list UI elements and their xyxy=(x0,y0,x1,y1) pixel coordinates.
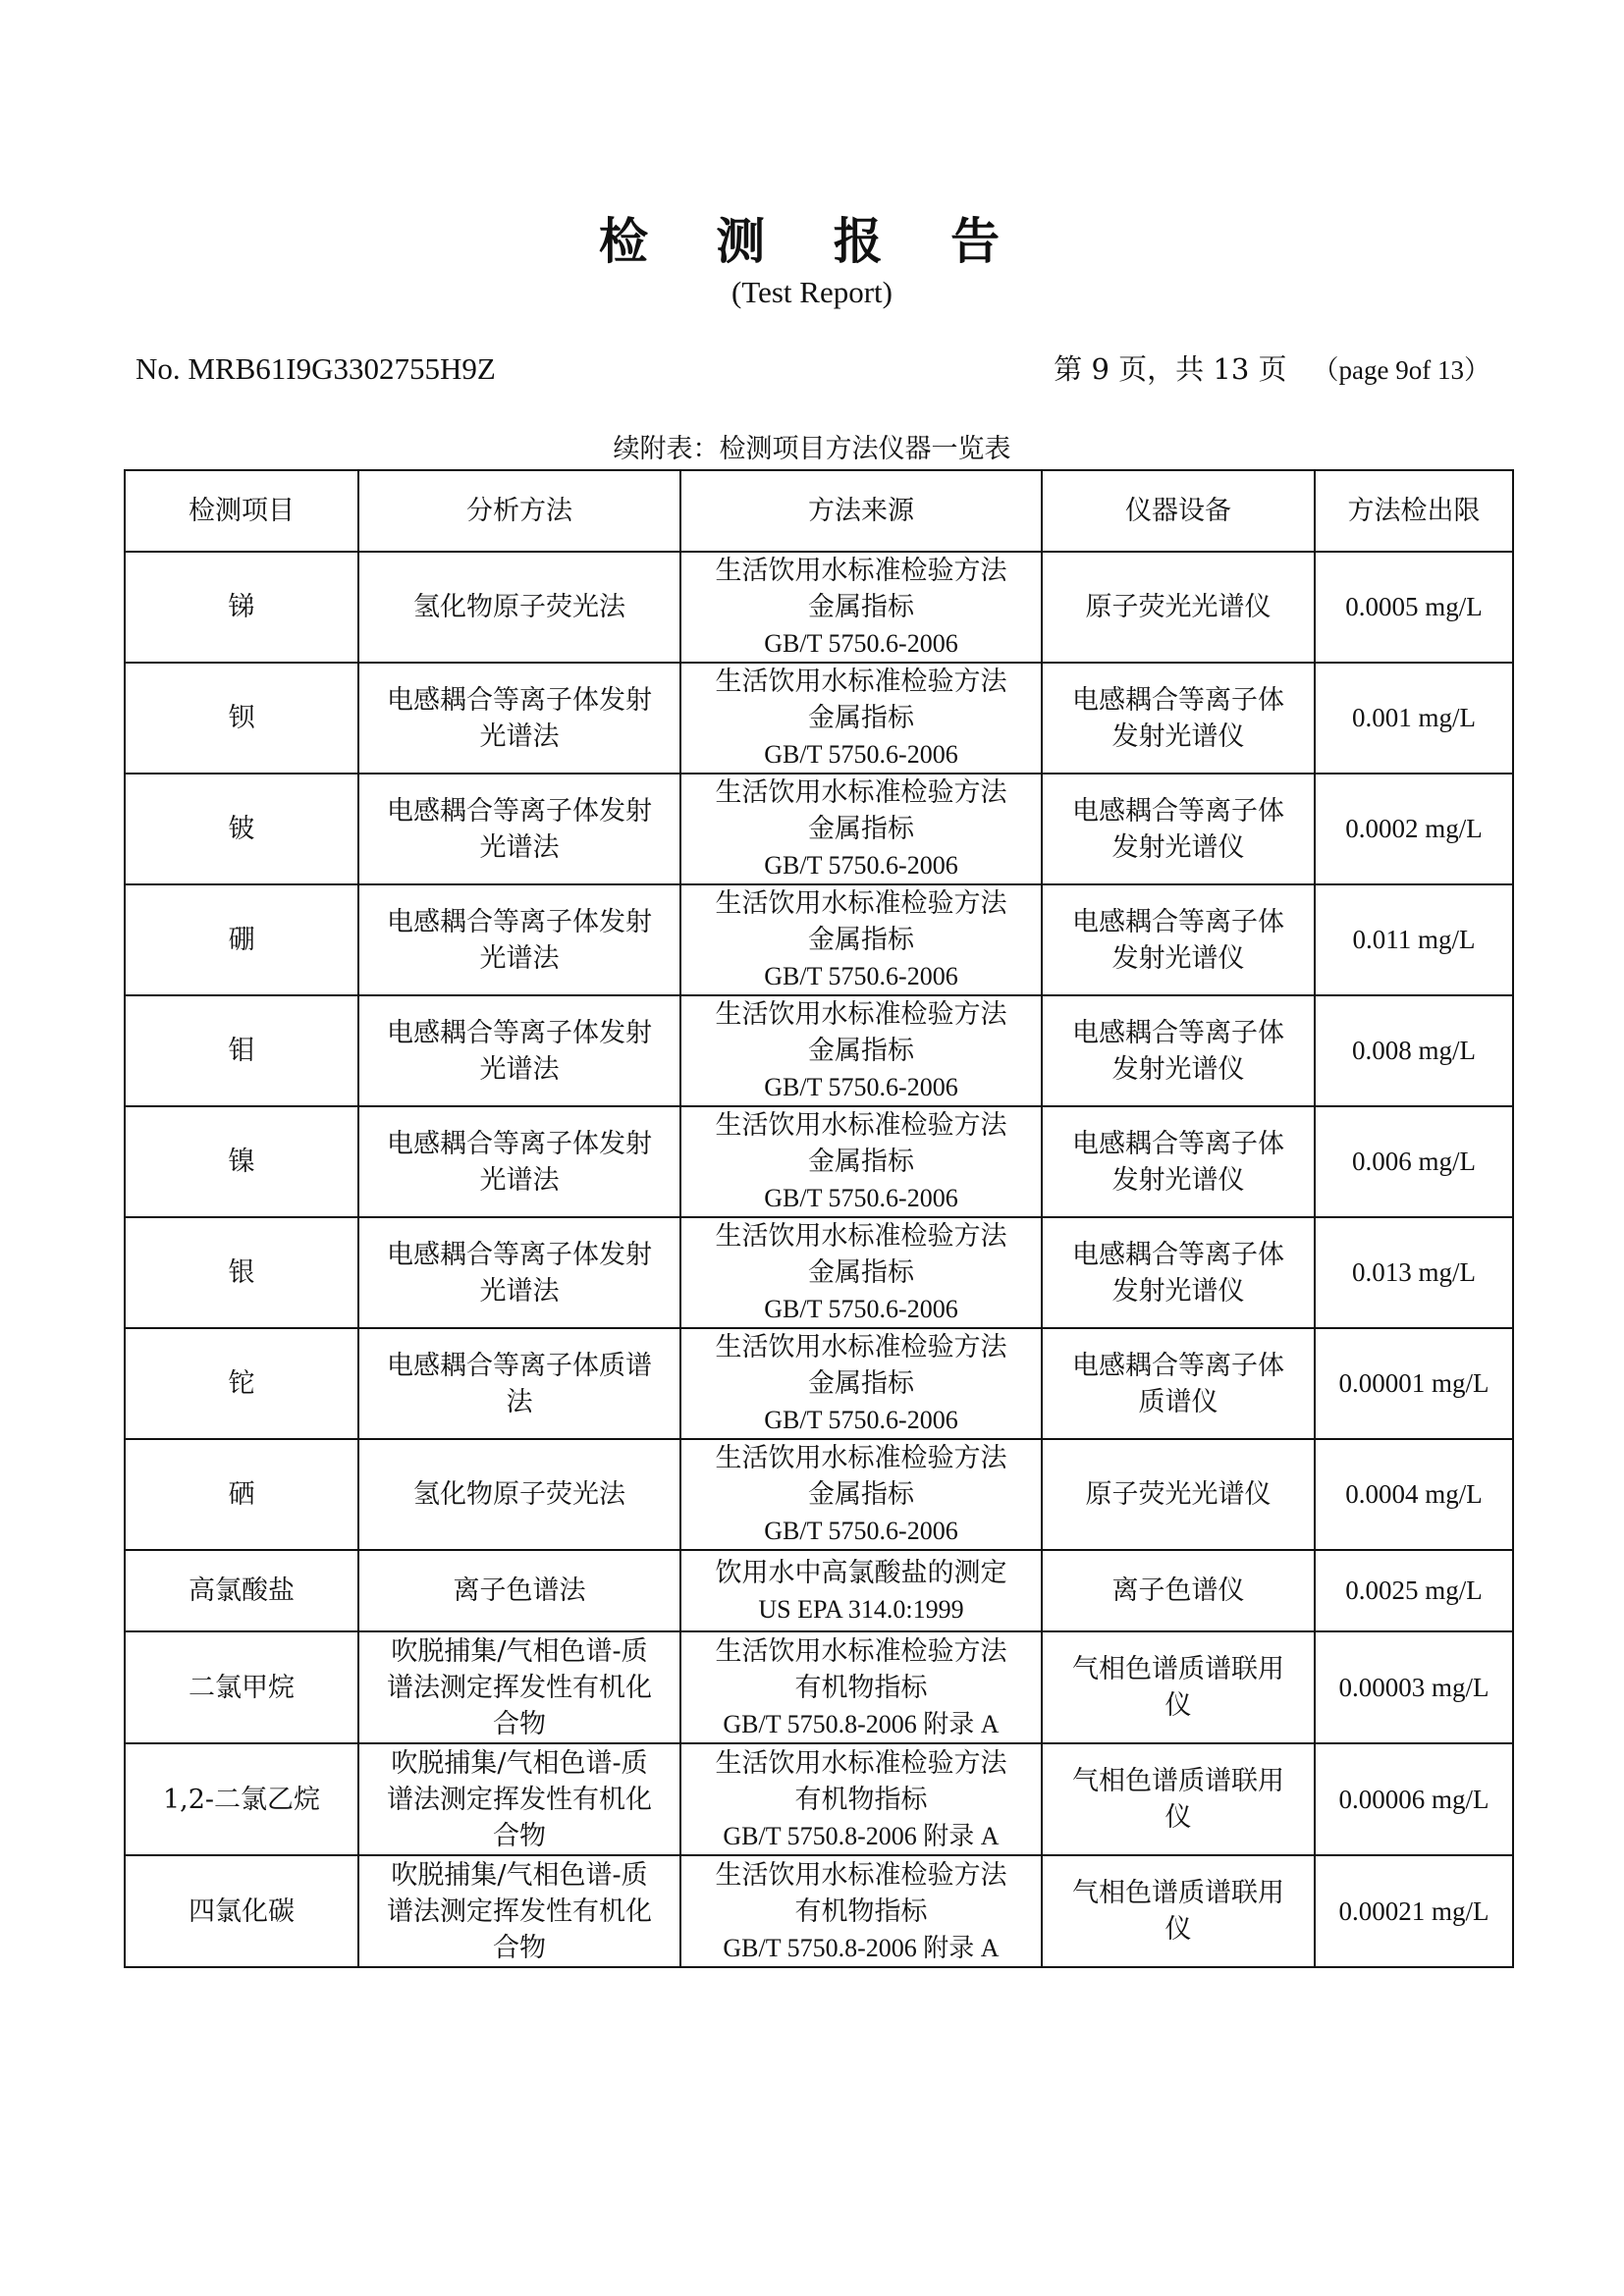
source-cell xyxy=(680,1217,1042,1328)
source-line: GB/T 5750.6-2006 xyxy=(764,1295,958,1323)
source-line: 生活饮用水标准检验方法 xyxy=(715,1221,1007,1252)
instrument-cell xyxy=(1042,663,1315,774)
table-row xyxy=(125,1855,1513,1967)
item-cell: 钡 xyxy=(125,663,358,774)
instrument-line: 发射光谱仪 xyxy=(1111,1164,1245,1196)
methods-table xyxy=(124,469,1514,1968)
method-line: 光谱法 xyxy=(479,1053,560,1085)
source-line: GB/T 5750.6-2006 xyxy=(764,740,958,769)
source-line: GB/T 5750.8-2006 附录 A xyxy=(723,1933,1000,1962)
detection-limit-cell: 0.006 mg/L xyxy=(1315,1106,1513,1217)
table-row xyxy=(125,552,1513,663)
source-line: 金属指标 xyxy=(808,1147,914,1177)
item-cell: 镍 xyxy=(125,1106,358,1217)
table-row xyxy=(125,1217,1513,1328)
source-line: GB/T 5750.6-2006 xyxy=(764,1184,958,1212)
source-line: GB/T 5750.6-2006 xyxy=(764,1517,958,1545)
method-line: 吹脱捕集/气相色谱-质 xyxy=(391,1747,648,1779)
instrument-cell xyxy=(1042,1855,1315,1967)
method-line: 谱法测定挥发性有机化 xyxy=(387,1672,652,1703)
detection-limit-cell: 0.0005 mg/L xyxy=(1315,552,1513,663)
source-line: 饮用水中高氯酸盐的测定 xyxy=(715,1557,1007,1588)
source-line: 生活饮用水标准检验方法 xyxy=(715,1443,1007,1473)
source-line: 生活饮用水标准检验方法 xyxy=(715,1859,1007,1891)
table-row xyxy=(125,1106,1513,1217)
table-row xyxy=(125,1631,1513,1743)
detection-limit-cell: 0.001 mg/L xyxy=(1315,663,1513,774)
source-cell xyxy=(680,1328,1042,1439)
item-cell: 四氯化碳 xyxy=(125,1855,358,1967)
item-cell: 硼 xyxy=(125,884,358,995)
source-line: GB/T 5750.8-2006 附录 A xyxy=(723,1821,1000,1850)
source-cell xyxy=(680,774,1042,884)
source-line: 金属指标 xyxy=(808,1479,914,1510)
method-line: 谱法测定挥发性有机化 xyxy=(387,1784,652,1815)
source-cell xyxy=(680,1855,1042,1967)
method-line: 电感耦合等离子体发射 xyxy=(387,1128,652,1159)
method-line: 法 xyxy=(506,1386,533,1417)
instrument-cell xyxy=(1042,1743,1315,1855)
table-row xyxy=(125,995,1513,1106)
instrument-line: 原子荧光光谱仪 xyxy=(1085,1479,1272,1510)
method-cell xyxy=(358,995,680,1106)
detection-limit-cell: 0.008 mg/L xyxy=(1315,995,1513,1106)
source-line: 生活饮用水标准检验方法 xyxy=(715,1747,1007,1779)
method-cell xyxy=(358,1217,680,1328)
method-cell xyxy=(358,552,680,663)
item-cell: 硒 xyxy=(125,1439,358,1550)
source-line: 金属指标 xyxy=(808,814,914,844)
source-cell xyxy=(680,1106,1042,1217)
detection-limit-cell: 0.00006 mg/L xyxy=(1315,1743,1513,1855)
table-row xyxy=(125,1550,1513,1631)
source-line: 生活饮用水标准检验方法 xyxy=(715,556,1007,586)
table-row xyxy=(125,1439,1513,1550)
method-cell xyxy=(358,1439,680,1550)
item-cell: 锑 xyxy=(125,552,358,663)
method-line: 光谱法 xyxy=(479,831,560,863)
item-cell: 钼 xyxy=(125,995,358,1106)
instrument-line: 电感耦合等离子体 xyxy=(1072,795,1284,827)
method-cell xyxy=(358,1855,680,1967)
source-cell xyxy=(680,663,1042,774)
table-caption: 续附表：检测项目方法仪器一览表 xyxy=(613,434,1011,464)
method-cell xyxy=(358,884,680,995)
method-cell xyxy=(358,1106,680,1217)
method-line: 光谱法 xyxy=(479,942,560,974)
column-header: 仪器设备 xyxy=(1042,470,1315,552)
instrument-cell xyxy=(1042,552,1315,663)
instrument-line: 电感耦合等离子体 xyxy=(1072,1239,1284,1270)
method-cell xyxy=(358,663,680,774)
method-line: 电感耦合等离子体发射 xyxy=(387,795,652,827)
instrument-line: 发射光谱仪 xyxy=(1111,1275,1245,1307)
page-indicator-cn: 第 9 页，共 13 页 xyxy=(1054,352,1287,386)
source-cell xyxy=(680,1550,1042,1631)
method-line: 电感耦合等离子体发射 xyxy=(387,1017,652,1048)
source-line: 生活饮用水标准检验方法 xyxy=(715,888,1007,919)
item-cell: 铍 xyxy=(125,774,358,884)
method-line: 电感耦合等离子体发射 xyxy=(387,684,652,716)
item-cell: 高氯酸盐 xyxy=(125,1550,358,1631)
instrument-cell xyxy=(1042,1550,1315,1631)
instrument-line: 发射光谱仪 xyxy=(1111,831,1245,863)
method-line: 吹脱捕集/气相色谱-质 xyxy=(391,1635,648,1667)
table-row xyxy=(125,663,1513,774)
source-line: 生活饮用水标准检验方法 xyxy=(715,1635,1007,1667)
method-cell xyxy=(358,1743,680,1855)
source-line: GB/T 5750.6-2006 xyxy=(764,851,958,880)
column-header: 方法来源 xyxy=(680,470,1042,552)
instrument-line: 电感耦合等离子体 xyxy=(1072,1017,1284,1048)
source-line: US EPA 314.0:1999 xyxy=(758,1594,964,1624)
instrument-cell xyxy=(1042,1217,1315,1328)
table-header-row xyxy=(125,470,1513,552)
instrument-cell xyxy=(1042,1439,1315,1550)
method-line: 合物 xyxy=(493,1932,546,1963)
instrument-line: 电感耦合等离子体 xyxy=(1072,684,1284,716)
instrument-cell xyxy=(1042,1328,1315,1439)
source-line: 金属指标 xyxy=(808,1368,914,1399)
method-line: 合物 xyxy=(493,1708,546,1739)
source-cell xyxy=(680,552,1042,663)
source-cell xyxy=(680,1743,1042,1855)
method-cell xyxy=(358,1631,680,1743)
item-cell: 铊 xyxy=(125,1328,358,1439)
source-line: 金属指标 xyxy=(808,703,914,733)
table-row xyxy=(125,1328,1513,1439)
source-line: GB/T 5750.6-2006 xyxy=(764,1073,958,1101)
source-cell xyxy=(680,884,1042,995)
item-cell: 1,2-二氯乙烷 xyxy=(125,1743,358,1855)
source-line: 生活饮用水标准检验方法 xyxy=(715,1110,1007,1141)
method-line: 光谱法 xyxy=(479,1164,560,1196)
column-header: 方法检出限 xyxy=(1315,470,1513,552)
instrument-line: 质谱仪 xyxy=(1138,1386,1218,1417)
instrument-line: 离子色谱仪 xyxy=(1111,1575,1245,1606)
item-cell: 银 xyxy=(125,1217,358,1328)
instrument-line: 仪 xyxy=(1164,1914,1192,1945)
instrument-line: 气相色谱质谱联用 xyxy=(1072,1766,1284,1796)
report-title: 检 测 报 告 xyxy=(598,212,1026,270)
instrument-line: 电感耦合等离子体 xyxy=(1072,1350,1284,1381)
instrument-line: 发射光谱仪 xyxy=(1111,942,1245,974)
source-line: GB/T 5750.6-2006 xyxy=(764,1406,958,1434)
detection-limit-cell: 0.0002 mg/L xyxy=(1315,774,1513,884)
method-line: 氢化物原子荧光法 xyxy=(413,1479,625,1510)
instrument-line: 原子荧光光谱仪 xyxy=(1085,592,1272,622)
source-line: 金属指标 xyxy=(808,1257,914,1288)
source-line: 有机物指标 xyxy=(794,1672,928,1703)
instrument-line: 电感耦合等离子体 xyxy=(1072,906,1284,937)
item-cell: 二氯甲烷 xyxy=(125,1631,358,1743)
instrument-cell xyxy=(1042,774,1315,884)
detection-limit-cell: 0.013 mg/L xyxy=(1315,1217,1513,1328)
instrument-line: 仪 xyxy=(1164,1802,1192,1833)
instrument-line: 发射光谱仪 xyxy=(1111,721,1245,752)
table-row xyxy=(125,884,1513,995)
table-row xyxy=(125,1743,1513,1855)
instrument-line: 气相色谱质谱联用 xyxy=(1072,1654,1284,1684)
page-indicator-en: （page 9of 13） xyxy=(1312,355,1490,385)
source-line: 生活饮用水标准检验方法 xyxy=(715,1332,1007,1362)
method-line: 合物 xyxy=(493,1820,546,1851)
method-line: 氢化物原子荧光法 xyxy=(413,592,625,622)
source-line: 生活饮用水标准检验方法 xyxy=(715,999,1007,1030)
detection-limit-cell: 0.00021 mg/L xyxy=(1315,1855,1513,1967)
source-line: 有机物指标 xyxy=(794,1896,928,1927)
column-header: 分析方法 xyxy=(358,470,680,552)
source-line: 有机物指标 xyxy=(794,1784,928,1815)
report-number: No. MRB61I9G3302755H9Z xyxy=(135,351,496,386)
instrument-line: 气相色谱质谱联用 xyxy=(1072,1878,1284,1908)
source-line: 金属指标 xyxy=(808,925,914,955)
source-line: 金属指标 xyxy=(808,1036,914,1066)
method-cell xyxy=(358,1550,680,1631)
method-line: 吹脱捕集/气相色谱-质 xyxy=(391,1859,648,1891)
detection-limit-cell: 0.0025 mg/L xyxy=(1315,1550,1513,1631)
instrument-line: 电感耦合等离子体 xyxy=(1072,1128,1284,1159)
source-line: 生活饮用水标准检验方法 xyxy=(715,667,1007,697)
detection-limit-cell: 0.00003 mg/L xyxy=(1315,1631,1513,1743)
method-line: 光谱法 xyxy=(479,721,560,752)
source-line: 金属指标 xyxy=(808,592,914,622)
report-subtitle: (Test Report) xyxy=(731,275,893,309)
source-line: 生活饮用水标准检验方法 xyxy=(715,777,1007,808)
method-cell xyxy=(358,774,680,884)
instrument-cell xyxy=(1042,884,1315,995)
column-header: 检测项目 xyxy=(125,470,358,552)
source-cell xyxy=(680,1439,1042,1550)
method-cell xyxy=(358,1328,680,1439)
method-line: 谱法测定挥发性有机化 xyxy=(387,1896,652,1927)
detection-limit-cell: 0.0004 mg/L xyxy=(1315,1439,1513,1550)
source-cell xyxy=(680,1631,1042,1743)
instrument-cell xyxy=(1042,1106,1315,1217)
method-line: 光谱法 xyxy=(479,1275,560,1307)
method-line: 电感耦合等离子体发射 xyxy=(387,1239,652,1270)
detection-limit-cell: 0.00001 mg/L xyxy=(1315,1328,1513,1439)
instrument-line: 发射光谱仪 xyxy=(1111,1053,1245,1085)
instrument-cell xyxy=(1042,1631,1315,1743)
instrument-line: 仪 xyxy=(1164,1690,1192,1721)
instrument-cell xyxy=(1042,995,1315,1106)
source-cell xyxy=(680,995,1042,1106)
method-line: 离子色谱法 xyxy=(453,1575,586,1606)
source-line: GB/T 5750.6-2006 xyxy=(764,629,958,658)
source-line: GB/T 5750.8-2006 附录 A xyxy=(723,1709,1000,1738)
page-indicator xyxy=(1054,349,1490,390)
table-row xyxy=(125,774,1513,884)
source-line: GB/T 5750.6-2006 xyxy=(764,962,958,990)
method-line: 电感耦合等离子体质谱 xyxy=(387,1350,652,1381)
method-line: 电感耦合等离子体发射 xyxy=(387,906,652,937)
detection-limit-cell: 0.011 mg/L xyxy=(1315,884,1513,995)
